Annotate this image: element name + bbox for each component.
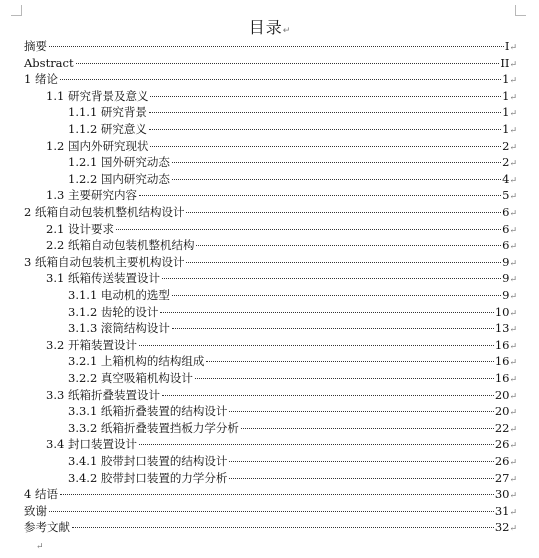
- toc-entry-page-number: 6: [502, 221, 510, 236]
- toc-entry[interactable]: [68, 403, 517, 420]
- paragraph-mark: ↵: [509, 507, 517, 518]
- paragraph-mark: ↵: [509, 491, 517, 502]
- toc-entry-title: 1.2.2 国内研究动态: [68, 171, 170, 186]
- paragraph-mark: ↵: [509, 225, 517, 236]
- toc-entry-title: 3.2.2 真空吸箱机构设计: [68, 371, 193, 385]
- toc-entry[interactable]: [68, 171, 517, 188]
- toc-entry-page-number: 20: [494, 387, 510, 402]
- toc-dot-leader: [206, 361, 493, 362]
- paragraph-mark-end: ↵: [36, 542, 44, 552]
- toc-entry-page-number: 1: [502, 122, 510, 136]
- toc-entry-title: 3.1.1 电动机的选型: [68, 288, 170, 302]
- toc-dot-leader: [49, 511, 494, 512]
- toc-entry[interactable]: [46, 138, 517, 155]
- toc-dot-leader: [172, 162, 501, 163]
- toc-entry-page-number: 20: [494, 404, 510, 419]
- toc-entry-title: 3.1.2 齿轮的设计: [68, 304, 159, 319]
- toc-entry-title: 1 绪论: [24, 72, 58, 87]
- toc-entry[interactable]: [68, 104, 517, 121]
- toc-entry[interactable]: [24, 71, 517, 88]
- toc-entry-title: 3.4 封口装置设计: [46, 437, 137, 452]
- toc-entry[interactable]: [46, 337, 517, 354]
- toc-entry[interactable]: [68, 420, 517, 437]
- toc-entry[interactable]: [68, 154, 517, 171]
- toc-entry-title: 1.2 国内外研究现状: [46, 138, 149, 153]
- toc-entry-page-number: 1: [502, 105, 510, 120]
- paragraph-mark: ↵: [509, 524, 517, 535]
- toc-dot-leader: [49, 46, 504, 47]
- toc-dot-leader: [72, 527, 494, 528]
- toc-dot-leader: [60, 494, 494, 495]
- toc-entry-page-number: 31: [494, 503, 510, 518]
- toc-dot-leader: [162, 395, 494, 396]
- toc-entry-title: 致谢: [24, 503, 47, 518]
- paragraph-mark: ↵: [509, 258, 517, 269]
- toc-entry[interactable]: [68, 304, 517, 321]
- toc-entry-title: 1.2.1 国外研究动态: [68, 155, 170, 170]
- toc-entry-page-number: 32: [494, 520, 510, 535]
- toc-entry[interactable]: [46, 436, 517, 453]
- toc-entry[interactable]: [68, 453, 517, 470]
- toc-entry-page-number: 9: [502, 271, 510, 286]
- toc-entry-title: 2.1 设计要求: [46, 221, 114, 236]
- toc-entry-title: 2 纸箱自动包装机整机结构设计: [24, 205, 185, 219]
- toc-entry-title: 1.3 主要研究内容: [46, 188, 137, 203]
- toc-entry-page-number: 6: [502, 205, 510, 219]
- toc-entry-page-number: 26: [494, 454, 510, 468]
- toc-dot-leader: [241, 428, 494, 429]
- toc-entry-title: 摘要: [24, 39, 47, 53]
- paragraph-mark: ↵: [509, 292, 517, 302]
- toc-entry-page-number: 6: [502, 238, 510, 253]
- toc-dot-leader: [172, 179, 501, 180]
- paragraph-mark: ↵: [509, 209, 517, 219]
- toc-entry-page-number: 22: [494, 420, 510, 435]
- toc-entry[interactable]: [46, 88, 517, 105]
- toc-entry-title: 参考文献: [24, 520, 70, 535]
- toc-entry-page-number: 13: [494, 321, 510, 336]
- toc-entry-page-number: 1: [502, 72, 510, 87]
- toc-entry[interactable]: [46, 187, 517, 204]
- toc-entry[interactable]: [68, 287, 517, 304]
- paragraph-mark: ↵: [509, 308, 517, 319]
- toc-entry-title: 4 结语: [24, 487, 58, 502]
- toc-entry[interactable]: [24, 254, 517, 271]
- toc-dot-leader: [186, 212, 501, 213]
- toc-entry-title: 3.1 纸箱传送装置设计: [46, 271, 160, 286]
- paragraph-mark: ↵: [509, 408, 517, 419]
- toc-entry-page-number: 16: [494, 337, 510, 352]
- toc-entry-page-number: 2: [502, 138, 510, 153]
- toc-dot-leader: [149, 129, 501, 130]
- toc-entry-title: 3.1.3 滚筒结构设计: [68, 321, 170, 336]
- toc-title-text: 目录: [248, 18, 283, 37]
- toc-entry[interactable]: [68, 470, 517, 487]
- toc-entry-title: 2.2 纸箱自动包装机整机结构: [46, 238, 195, 253]
- toc-entry[interactable]: [24, 519, 517, 536]
- paragraph-mark: ↵: [509, 275, 517, 286]
- toc-entry-page-number: 5: [502, 188, 510, 203]
- toc-entry-title: 3.4.2 胶带封口装置的力学分析: [68, 470, 228, 485]
- paragraph-mark: ↵: [509, 441, 517, 452]
- paragraph-mark: ↵: [509, 341, 517, 352]
- paragraph-mark: ↵: [509, 242, 517, 253]
- toc-entry[interactable]: [68, 353, 517, 370]
- toc-entry-page-number: 10: [494, 304, 510, 319]
- toc-entry-page-number: 26: [494, 437, 510, 452]
- toc-dot-leader: [229, 478, 493, 479]
- paragraph-mark: ↵: [509, 375, 517, 385]
- toc-dot-leader: [60, 79, 501, 80]
- toc-dot-leader: [76, 63, 500, 64]
- toc-entry-page-number: 30: [494, 487, 510, 502]
- paragraph-mark: ↵: [509, 424, 517, 435]
- toc-entry-page-number: 4: [502, 171, 510, 186]
- toc-entry-page-number: 9: [502, 254, 510, 269]
- paragraph-mark: ↵: [509, 192, 517, 203]
- toc-entry[interactable]: [24, 38, 517, 55]
- toc-entry[interactable]: [68, 121, 517, 138]
- toc-entry-title: 1.1 研究背景及意义: [46, 88, 149, 103]
- toc-dot-leader: [162, 278, 501, 279]
- toc-entry[interactable]: [68, 370, 517, 387]
- paragraph-mark: ↵: [509, 358, 517, 369]
- page-corner-mark-right: [515, 5, 526, 16]
- toc-entry[interactable]: [46, 387, 517, 404]
- toc-dot-leader: [150, 146, 501, 147]
- toc-entry-title: 3.2.1 上箱机构的结构组成: [68, 354, 205, 369]
- toc-entry-page-number: II: [500, 55, 510, 70]
- toc-entry-title: 1.1.2 研究意义: [68, 122, 147, 136]
- toc-dot-leader: [139, 195, 501, 196]
- toc-entry-page-number: I: [504, 39, 510, 53]
- toc-entry-title: 1.1.1 研究背景: [68, 105, 147, 120]
- toc-entry[interactable]: [24, 486, 517, 503]
- toc-dot-leader: [139, 444, 494, 445]
- paragraph-mark: ↵: [509, 458, 517, 468]
- toc-dot-leader: [139, 345, 494, 346]
- toc-entry-page-number: 27: [494, 470, 510, 485]
- paragraph-mark: ↵: [509, 325, 517, 336]
- paragraph-mark: ↵: [509, 76, 517, 87]
- toc-dot-leader: [196, 245, 501, 246]
- toc-entry[interactable]: [24, 503, 517, 520]
- toc-dot-leader: [172, 328, 494, 329]
- toc-entry-title: 3.3.1 纸箱折叠装置的结构设计: [68, 404, 228, 419]
- toc-entry-page-number: 1: [502, 88, 510, 103]
- toc-dot-leader: [195, 378, 494, 379]
- toc-dot-leader: [172, 295, 501, 296]
- paragraph-mark: ↵: [509, 474, 517, 485]
- toc-entry-title: 3 纸箱自动包装机主要机构设计: [24, 254, 185, 269]
- toc-dot-leader: [160, 312, 493, 313]
- paragraph-mark: ↵: [509, 175, 517, 186]
- toc-dot-leader: [150, 96, 501, 97]
- toc-entry-title: Abstract: [24, 55, 74, 70]
- toc-entry-title: 3.3 纸箱折叠装置设计: [46, 387, 160, 402]
- paragraph-mark: ↵: [509, 159, 517, 170]
- paragraph-mark: ↵: [509, 391, 517, 402]
- toc-entry-title: 3.4.1 胶带封口装置的结构设计: [68, 454, 228, 468]
- toc-dot-leader: [229, 461, 493, 462]
- paragraph-mark: ↵: [509, 142, 517, 153]
- toc-dot-leader: [149, 112, 501, 113]
- paragraph-mark: ↵: [509, 92, 517, 103]
- toc-entry[interactable]: [24, 55, 517, 72]
- toc-entry-page-number: 16: [494, 371, 510, 385]
- toc-entry-title: 3.2 开箱装置设计: [46, 337, 137, 352]
- toc-entry[interactable]: [46, 237, 517, 254]
- paragraph-mark: ↵: [282, 26, 291, 36]
- toc-entry[interactable]: [46, 270, 517, 287]
- toc-entry-page-number: 16: [494, 354, 510, 369]
- toc-dot-leader: [116, 229, 501, 230]
- paragraph-mark: ↵: [509, 126, 517, 136]
- toc-entry[interactable]: [68, 320, 517, 337]
- page-corner-mark-left: [11, 5, 22, 16]
- toc-entry-page-number: 2: [502, 155, 510, 170]
- toc-entry[interactable]: [24, 204, 517, 221]
- toc-entry[interactable]: [46, 221, 517, 238]
- toc-dot-leader: [186, 262, 501, 263]
- paragraph-mark: ↵: [509, 109, 517, 120]
- toc-entry-page-number: 9: [502, 288, 510, 302]
- paragraph-mark: ↵: [509, 43, 517, 53]
- paragraph-mark: ↵: [509, 59, 517, 70]
- toc-dot-leader: [229, 411, 493, 412]
- toc-entry-title: 3.3.2 纸箱折叠装置挡板力学分析: [68, 420, 239, 435]
